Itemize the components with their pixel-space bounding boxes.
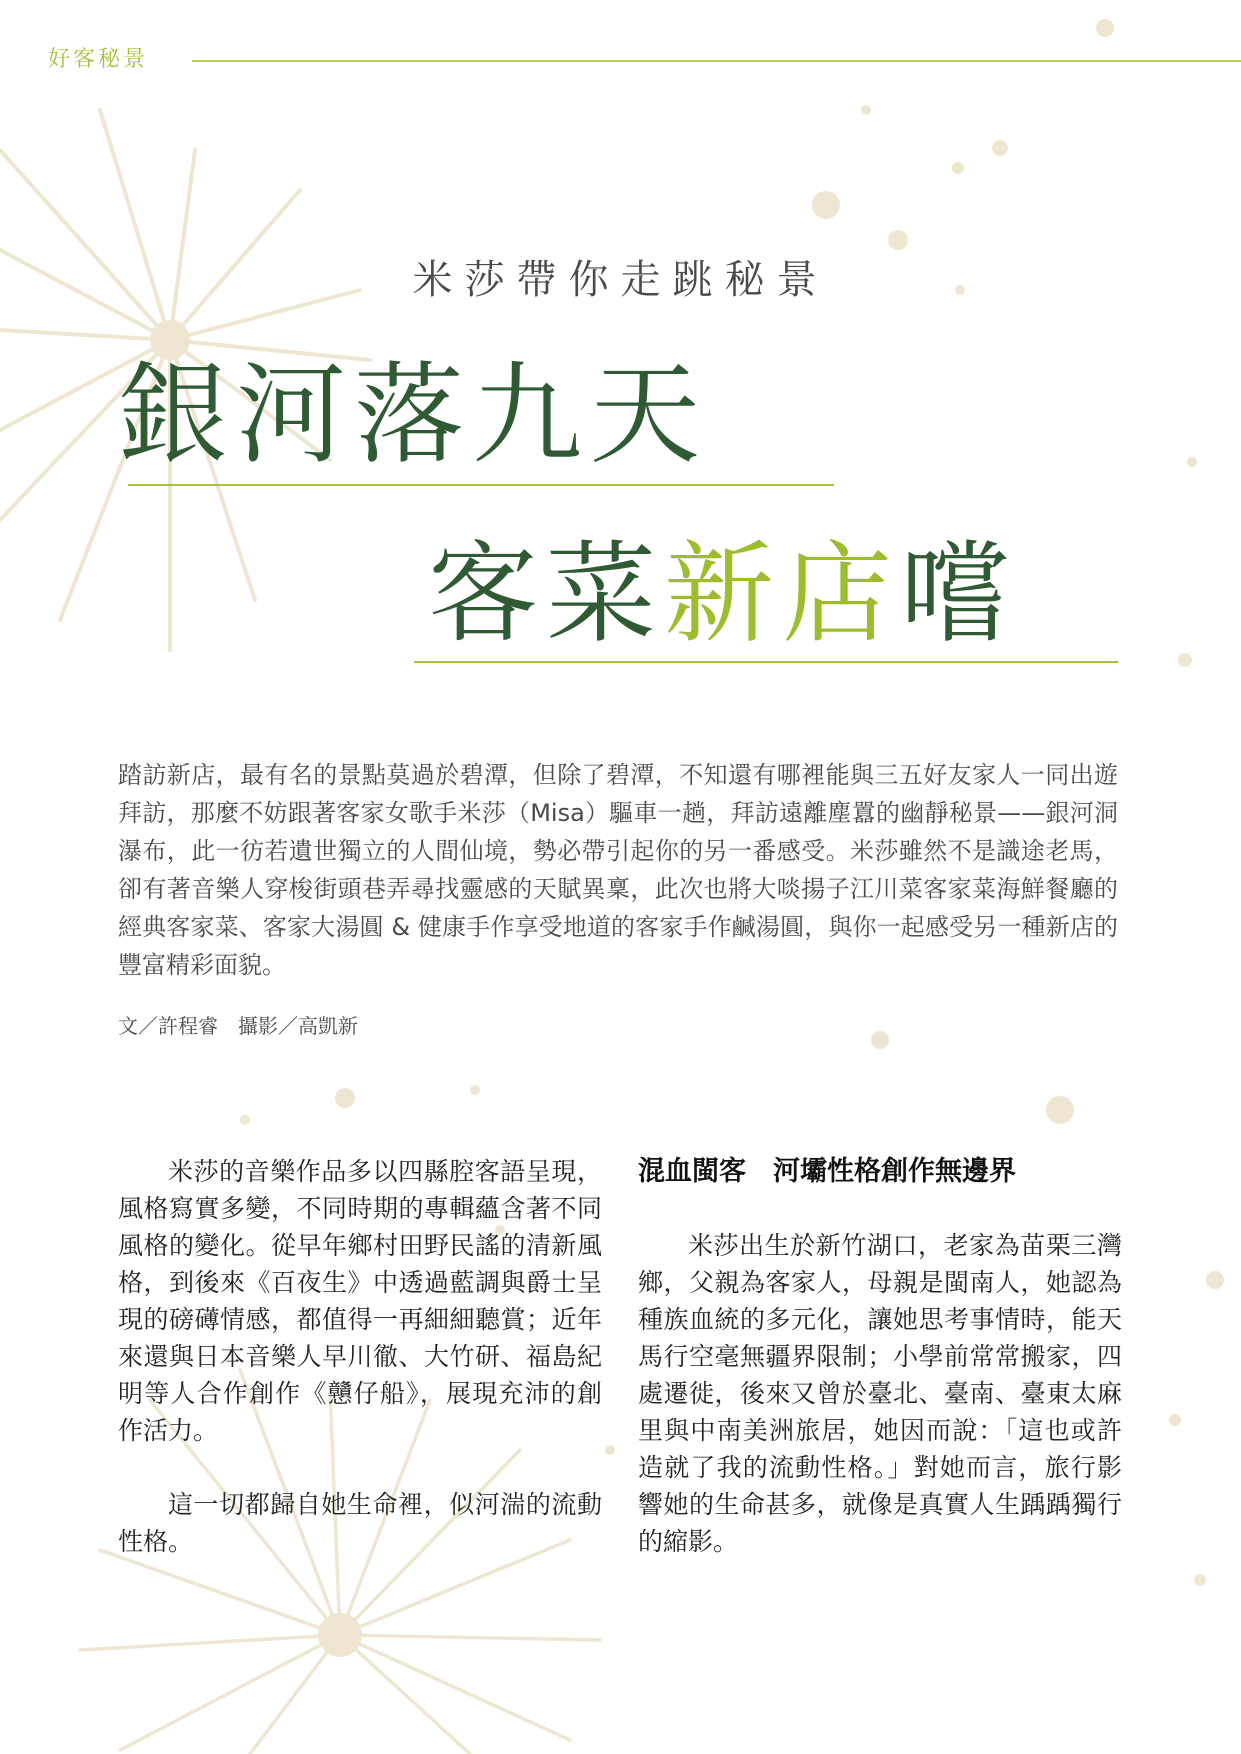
body-column-right: [638, 1153, 1122, 1560]
title-line2-part3: 嚐: [900, 530, 1018, 658]
title-line2-accent: 新店: [664, 530, 900, 658]
article-title-line1: 銀河落九天: [118, 351, 708, 479]
body-paragraph: 米莎的音樂作品多以四縣腔客語呈現，風格寫實多變，不同時期的專輯蘊含著不同風格的變化。從早年鄉村田野民謠的清新風格，到後來《百夜生》中透過藍調與爵士呈現的磅礡情感，都值得一再細細聽賞；近年來還與日本音樂人早川徹、大竹研、福島紀明等人合作創作《戇仔船》，展現充沛的創作活力。: [118, 1157, 602, 1445]
title-underline-2: [414, 661, 1118, 663]
title-line2-part1: 客菜: [428, 530, 664, 658]
title-underline-1: [128, 484, 834, 486]
article-byline: 文／許程睿 攝影／高凱新: [118, 1014, 358, 1038]
article-subtitle: 米莎帶你走跳秘景: [412, 257, 829, 303]
article-intro: 踏訪新店，最有名的景點莫過於碧潭，但除了碧潭，不知還有哪裡能與三五好友家人一同出遊拜訪，那麼不妨跟著客家女歌手米莎（Misa）驅車一趟，拜訪遠離塵囂的幽靜秘景——銀河洞瀑布，此一彷若遺世獨立的人間仙境，勢必帶引起你的另一番感受。米莎雖然不是識途老馬，卻有著音樂人穿梭街頭巷弄尋找靈感的天賦異稟，此次也將大啖揚子江川菜客家菜海鮮餐廳的經典客家菜、客家大湯圓 & 健康手作享受地道的客家手作鹹湯圓，與你一起感受另一種新店的豐富精彩面貌。: [118, 761, 1118, 979]
body-column-left: [118, 1153, 602, 1560]
header-rule: [192, 60, 1241, 62]
body-paragraph: 米莎出生於新竹湖口，老家為苗栗三灣鄉，父親為客家人，母親是閩南人，她認為種族血統的多元化，讓她思考事情時，能天馬行空毫無疆界限制；小學前常常搬家，四處遷徙，後來又曾於臺北、臺南、臺東太麻里與中南美洲旅居，她因而說：「這也或許造就了我的流動性格。」對她而言，旅行影響她的生命甚多，就像是真實人生踽踽獨行的縮影。: [638, 1231, 1122, 1556]
section-label: 好客秘景: [48, 47, 149, 72]
body-paragraph: 這一切都歸自她生命裡，似河湍的流動性格。: [118, 1490, 602, 1556]
section-heading: 混血閩客 河壩性格創作無邊界: [638, 1156, 1016, 1187]
article-title-line2: [428, 530, 1018, 658]
